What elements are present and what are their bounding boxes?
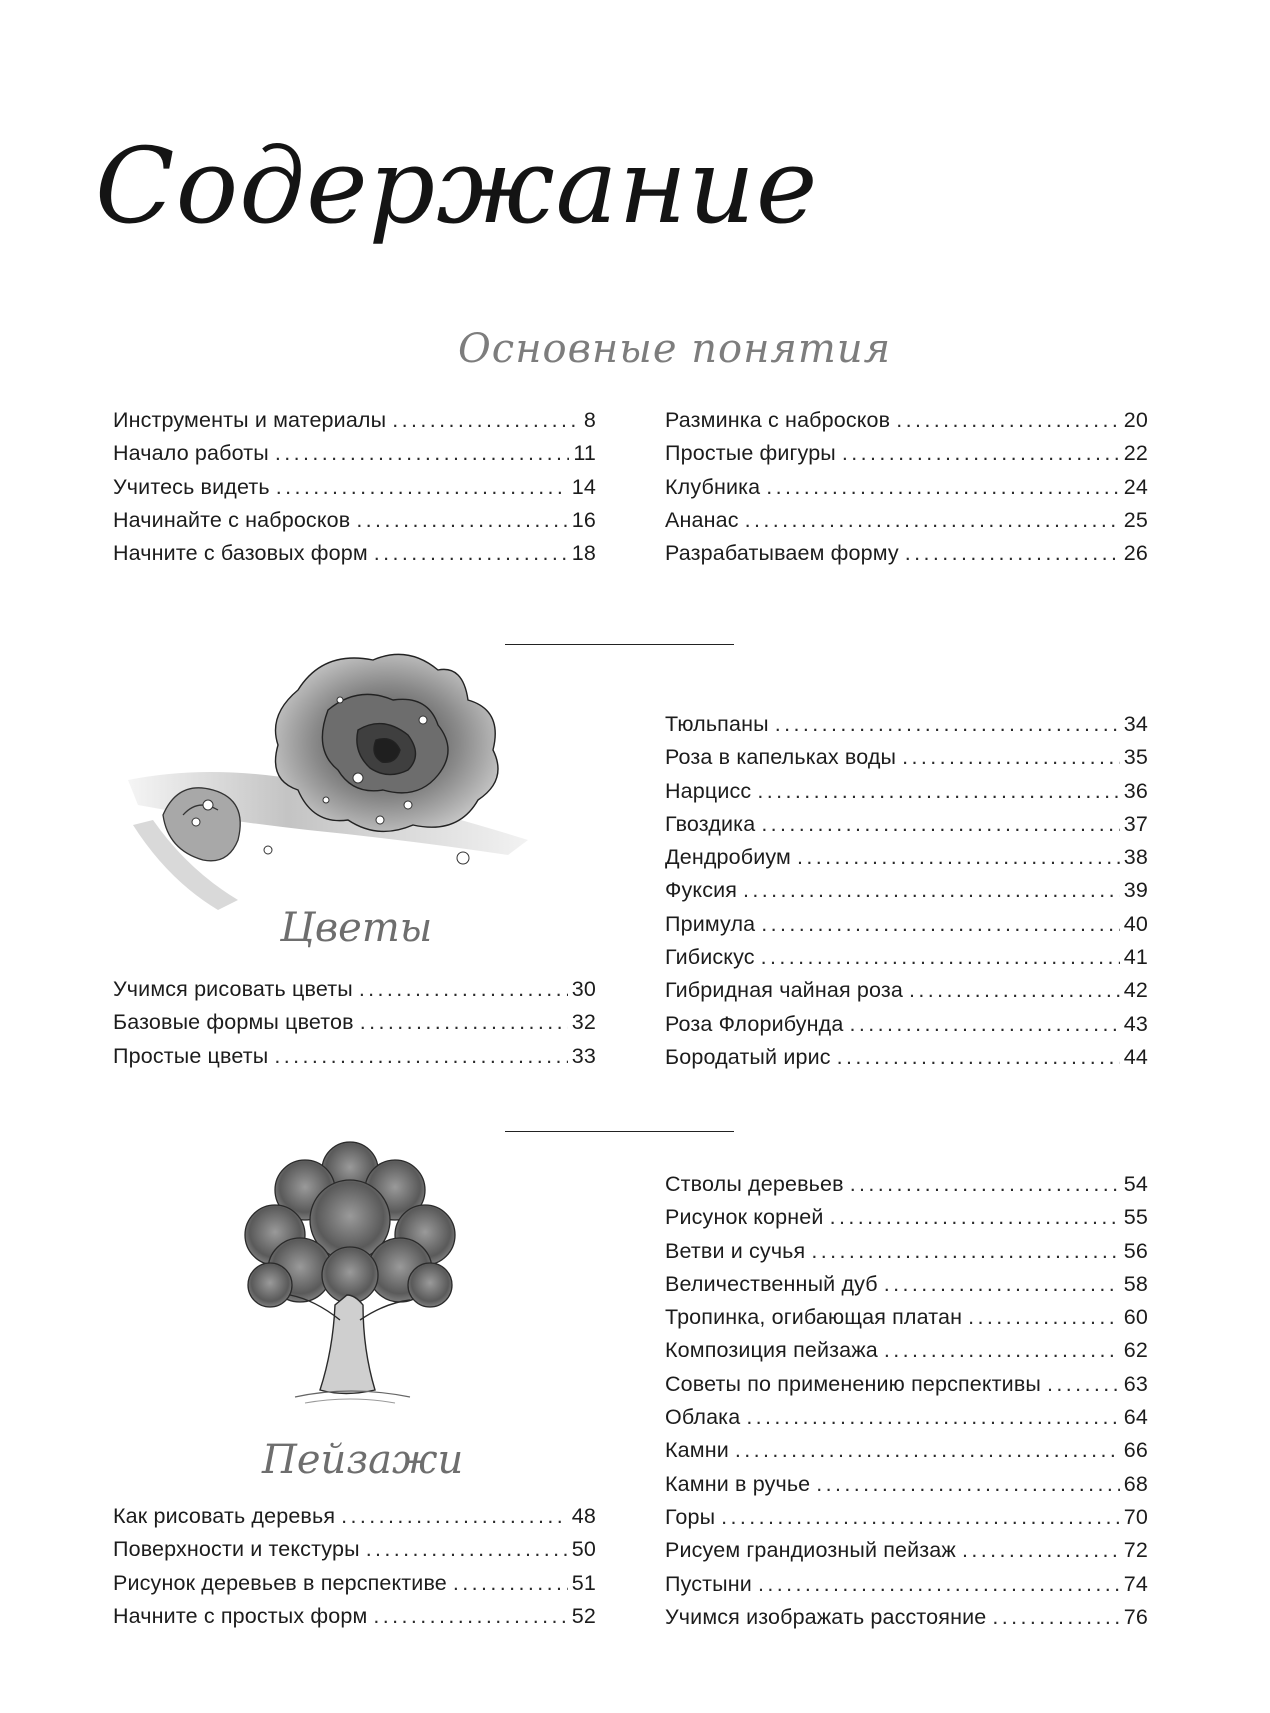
toc-list-landscapes-left bbox=[113, 1500, 596, 1633]
toc-entry-label: Как рисовать деревья bbox=[113, 1504, 336, 1528]
toc-entry[interactable] bbox=[113, 1006, 596, 1039]
toc-entry[interactable] bbox=[665, 1534, 1148, 1567]
section-title-flowers: Цветы bbox=[280, 905, 433, 951]
rose-illustration bbox=[108, 640, 548, 940]
dot-leader bbox=[962, 1534, 1120, 1567]
dot-leader bbox=[766, 471, 1119, 504]
toc-entry-page: 68 bbox=[1123, 1471, 1148, 1496]
toc-entry-label: Советы по применению перспективы bbox=[665, 1371, 1042, 1396]
toc-entry[interactable] bbox=[113, 1500, 596, 1533]
dot-leader bbox=[797, 841, 1120, 874]
toc-entry-page: 36 bbox=[1123, 778, 1148, 803]
toc-entry-label: Пустыни bbox=[665, 1571, 752, 1596]
toc-entry[interactable] bbox=[665, 437, 1148, 470]
toc-entry-label: Композиция пейзажа bbox=[665, 1338, 878, 1363]
toc-entry-label: Учимся рисовать цветы bbox=[113, 977, 353, 1001]
toc-list-flowers-right bbox=[665, 708, 1148, 1074]
dot-leader bbox=[968, 1301, 1120, 1334]
toc-entry-label: Тропинка, огибающая платан bbox=[665, 1305, 963, 1330]
toc-entry-page: 72 bbox=[1123, 1538, 1148, 1563]
toc-entry[interactable] bbox=[665, 1601, 1148, 1634]
toc-entry-label: Облака bbox=[665, 1405, 741, 1430]
toc-entry-page: 54 bbox=[1123, 1172, 1148, 1196]
toc-entry[interactable] bbox=[113, 504, 596, 537]
toc-entry-label: Бородатый ирис bbox=[665, 1044, 831, 1069]
toc-list-landscapes-right bbox=[665, 1168, 1148, 1634]
toc-entry-page: 60 bbox=[1123, 1305, 1148, 1330]
toc-entry-page: 33 bbox=[571, 1043, 596, 1068]
toc-entry-label: Нарцисс bbox=[665, 778, 752, 803]
tree-illustration bbox=[235, 1135, 465, 1425]
toc-entry-page: 41 bbox=[1123, 945, 1148, 970]
toc-entry-page: 74 bbox=[1123, 1571, 1148, 1596]
toc-entry-page: 11 bbox=[573, 441, 596, 466]
toc-entry[interactable] bbox=[665, 537, 1148, 570]
toc-entry[interactable] bbox=[665, 1235, 1148, 1268]
toc-entry[interactable] bbox=[113, 1533, 596, 1566]
toc-entry-label: Стволы деревьев bbox=[665, 1172, 844, 1196]
toc-entry-page: 39 bbox=[1123, 878, 1148, 903]
dot-leader bbox=[850, 1168, 1120, 1201]
dot-leader bbox=[837, 1041, 1120, 1074]
toc-entry-label: Дендробиум bbox=[665, 845, 791, 870]
toc-entry-page: 24 bbox=[1123, 474, 1148, 499]
page-title: Содержание bbox=[95, 125, 819, 247]
toc-entry[interactable] bbox=[113, 1567, 596, 1600]
toc-entry-page: 58 bbox=[1123, 1271, 1148, 1296]
dot-leader bbox=[735, 1434, 1120, 1467]
toc-entry-page: 76 bbox=[1123, 1604, 1148, 1629]
toc-entry[interactable] bbox=[665, 1268, 1148, 1301]
toc-entry-label: Роза Флорибунда bbox=[665, 1011, 844, 1036]
toc-entry-label: Рисунок деревьев в перспективе bbox=[113, 1570, 447, 1595]
dot-leader bbox=[905, 537, 1120, 570]
toc-entry-label: Начните с простых форм bbox=[113, 1603, 368, 1628]
toc-entry-label: Простые фигуры bbox=[665, 441, 836, 466]
toc-entry-label: Клубника bbox=[665, 474, 761, 499]
toc-entry[interactable] bbox=[665, 1168, 1148, 1201]
toc-entry-page: 25 bbox=[1123, 507, 1148, 532]
toc-entry-page: 70 bbox=[1123, 1504, 1148, 1529]
toc-list-flowers-left bbox=[113, 973, 596, 1073]
toc-entry-page: 26 bbox=[1123, 541, 1148, 566]
toc-entry-page: 50 bbox=[571, 1537, 596, 1562]
dot-leader bbox=[1047, 1368, 1120, 1401]
dot-leader bbox=[757, 775, 1119, 808]
toc-entry[interactable] bbox=[665, 941, 1148, 974]
dot-leader bbox=[366, 1533, 568, 1566]
toc-entry-label: Гибискус bbox=[665, 945, 755, 970]
toc-entry-page: 30 bbox=[571, 977, 596, 1001]
toc-entry[interactable] bbox=[665, 1041, 1148, 1074]
toc-entry[interactable] bbox=[665, 841, 1148, 874]
toc-entry-label: Тюльпаны bbox=[665, 712, 769, 736]
toc-entry-label: Начало работы bbox=[113, 441, 269, 466]
dot-leader bbox=[745, 504, 1120, 537]
toc-entry[interactable] bbox=[665, 708, 1148, 741]
toc-entry[interactable] bbox=[665, 1008, 1148, 1041]
toc-entry-label: Примула bbox=[665, 911, 756, 936]
toc-entry-label: Гибридная чайная роза bbox=[665, 978, 903, 1003]
dot-leader bbox=[356, 504, 567, 537]
dot-leader bbox=[842, 437, 1120, 470]
toc-entry[interactable] bbox=[665, 741, 1148, 774]
toc-entry-page: 16 bbox=[571, 507, 596, 532]
dot-leader bbox=[884, 1334, 1120, 1367]
dot-leader bbox=[775, 708, 1120, 741]
section-title-basics: Основные понятия bbox=[458, 326, 892, 372]
toc-entry-label: Камни в ручье bbox=[665, 1471, 811, 1496]
section-divider bbox=[505, 1131, 734, 1132]
toc-entry-page: 56 bbox=[1123, 1238, 1148, 1263]
toc-entry[interactable] bbox=[665, 1468, 1148, 1501]
toc-entry[interactable] bbox=[113, 1040, 596, 1073]
toc-entry-page: 32 bbox=[571, 1010, 596, 1035]
dot-leader bbox=[374, 537, 568, 570]
toc-entry-page: 63 bbox=[1123, 1371, 1148, 1396]
toc-entry[interactable] bbox=[665, 874, 1148, 907]
toc-entry-page: 20 bbox=[1123, 408, 1148, 432]
toc-entry[interactable] bbox=[113, 1600, 596, 1633]
dot-leader bbox=[758, 1568, 1120, 1601]
toc-entry-label: Учитесь видеть bbox=[113, 474, 270, 499]
dot-leader bbox=[992, 1601, 1119, 1634]
toc-entry-page: 51 bbox=[571, 1570, 596, 1595]
dot-leader bbox=[392, 404, 580, 437]
toc-list-basics-left bbox=[113, 404, 596, 570]
toc-entry-label: Поверхности и текстуры bbox=[113, 1537, 360, 1562]
dot-leader bbox=[830, 1201, 1120, 1234]
toc-entry-page: 64 bbox=[1123, 1405, 1148, 1430]
toc-entry[interactable] bbox=[665, 1368, 1148, 1401]
toc-entry-label: Ветви и сучья bbox=[665, 1238, 806, 1263]
toc-entry[interactable] bbox=[665, 471, 1148, 504]
toc-entry-page: 43 bbox=[1123, 1011, 1148, 1036]
toc-list-basics-right bbox=[665, 404, 1148, 570]
section-title-landscapes: Пейзажи bbox=[262, 1437, 464, 1483]
toc-entry-label: Простые цветы bbox=[113, 1043, 269, 1068]
dot-leader bbox=[721, 1501, 1120, 1534]
toc-entry-page: 14 bbox=[571, 474, 596, 499]
toc-entry[interactable] bbox=[665, 1201, 1148, 1234]
toc-entry-page: 42 bbox=[1123, 978, 1148, 1003]
toc-entry-label: Начните с базовых форм bbox=[113, 541, 368, 566]
toc-entry-label: Инструменты и материалы bbox=[113, 408, 387, 432]
toc-entry[interactable] bbox=[665, 1568, 1148, 1601]
toc-entry-label: Горы bbox=[665, 1504, 716, 1529]
dot-leader bbox=[896, 404, 1120, 437]
toc-entry-page: 22 bbox=[1123, 441, 1148, 466]
toc-entry-page: 18 bbox=[571, 541, 596, 566]
dot-leader bbox=[761, 908, 1120, 941]
toc-entry-page: 37 bbox=[1123, 811, 1148, 836]
toc-entry-page: 38 bbox=[1123, 845, 1148, 870]
toc-entry-page: 48 bbox=[571, 1504, 596, 1528]
toc-entry[interactable] bbox=[665, 808, 1148, 841]
dot-leader bbox=[743, 874, 1120, 907]
toc-entry-page: 34 bbox=[1123, 712, 1148, 736]
toc-entry-page: 52 bbox=[571, 1603, 596, 1628]
toc-entry[interactable] bbox=[113, 471, 596, 504]
dot-leader bbox=[360, 1006, 568, 1039]
toc-entry-label: Ананас bbox=[665, 507, 739, 532]
dot-leader bbox=[373, 1600, 567, 1633]
toc-entry[interactable] bbox=[113, 973, 596, 1006]
dot-leader bbox=[275, 437, 570, 470]
toc-entry[interactable] bbox=[665, 404, 1148, 437]
toc-entry-page: 35 bbox=[1123, 745, 1148, 770]
toc-entry-page: 62 bbox=[1123, 1338, 1148, 1363]
toc-entry-page: 55 bbox=[1123, 1205, 1148, 1230]
dot-leader bbox=[453, 1567, 568, 1600]
dot-leader bbox=[276, 471, 568, 504]
dot-leader bbox=[746, 1401, 1119, 1434]
toc-entry[interactable] bbox=[665, 504, 1148, 537]
toc-entry[interactable] bbox=[113, 404, 596, 437]
toc-entry[interactable] bbox=[665, 974, 1148, 1007]
toc-entry-page: 40 bbox=[1123, 911, 1148, 936]
dot-leader bbox=[816, 1468, 1119, 1501]
dot-leader bbox=[909, 974, 1120, 1007]
toc-entry[interactable] bbox=[665, 1301, 1148, 1334]
dot-leader bbox=[849, 1008, 1119, 1041]
dot-leader bbox=[884, 1268, 1120, 1301]
dot-leader bbox=[902, 741, 1120, 774]
toc-entry[interactable] bbox=[665, 775, 1148, 808]
toc-entry-page: 66 bbox=[1123, 1438, 1148, 1463]
toc-entry[interactable] bbox=[665, 1434, 1148, 1467]
toc-entry-label: Базовые формы цветов bbox=[113, 1010, 354, 1035]
dot-leader bbox=[341, 1500, 568, 1533]
toc-entry-label: Рисуем грандиозный пейзаж bbox=[665, 1538, 956, 1563]
toc-entry[interactable] bbox=[665, 908, 1148, 941]
toc-entry[interactable] bbox=[665, 1334, 1148, 1367]
toc-entry-label: Камни bbox=[665, 1438, 729, 1463]
dot-leader bbox=[811, 1235, 1119, 1268]
toc-entry-label: Фуксия bbox=[665, 878, 738, 903]
toc-entry[interactable] bbox=[113, 437, 596, 470]
toc-entry-label: Учимся изображать расстояние bbox=[665, 1604, 987, 1629]
toc-entry[interactable] bbox=[665, 1401, 1148, 1434]
dot-leader bbox=[761, 808, 1119, 841]
toc-entry-label: Разрабатываем форму bbox=[665, 541, 899, 566]
toc-entry-label: Величественный дуб bbox=[665, 1271, 878, 1296]
toc-entry[interactable] bbox=[113, 537, 596, 570]
toc-entry-page: 8 bbox=[583, 408, 596, 432]
toc-entry-label: Начинайте с набросков bbox=[113, 507, 351, 532]
dot-leader bbox=[274, 1040, 567, 1073]
toc-entry-label: Разминка с набросков bbox=[665, 408, 891, 432]
toc-entry[interactable] bbox=[665, 1501, 1148, 1534]
dot-leader bbox=[359, 973, 568, 1006]
toc-entry-label: Рисунок корней bbox=[665, 1205, 824, 1230]
dot-leader bbox=[761, 941, 1120, 974]
toc-entry-label: Гвоздика bbox=[665, 811, 756, 836]
toc-entry-label: Роза в капельках воды bbox=[665, 745, 897, 770]
toc-entry-page: 44 bbox=[1123, 1044, 1148, 1069]
